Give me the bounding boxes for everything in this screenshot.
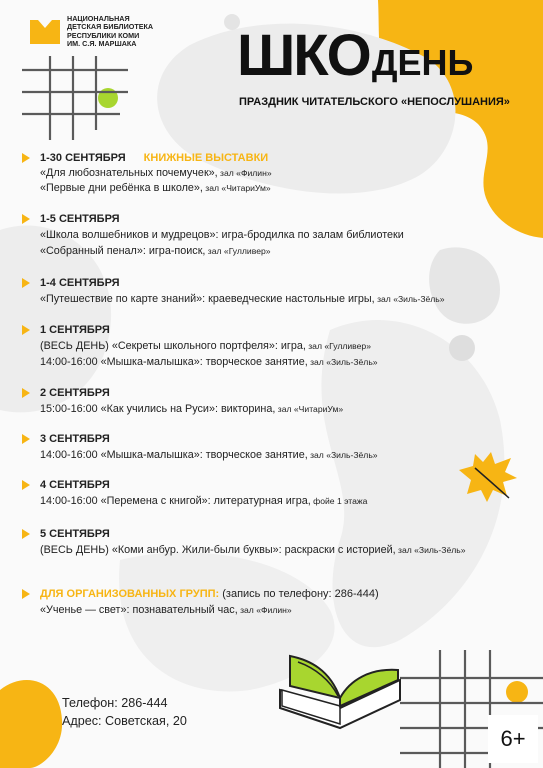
event-line: 15:00-16:00 «Как учились на Руси»: викторина, зал «ЧитариУм»: [40, 403, 344, 415]
event-line: «Школа волшебников и мудрецов»: игра-бродилка по залам библиотеки: [40, 229, 404, 241]
event-hall: зал «ЧитариУм»: [202, 183, 271, 193]
event-line: (ВЕСЬ ДЕНЬ) «Коми анбур. Жили-были буквы»: раскраски с историей, зал «Зиль-Зёль»: [40, 544, 466, 556]
event-hall: зал «Зиль-Зёль»: [374, 294, 445, 304]
event-hall: зал «Филин»: [217, 168, 272, 178]
event-date: 5 СЕНТЯБРЯ: [40, 528, 110, 540]
event-line: (ВЕСЬ ДЕНЬ) «Секреты школьного портфеля»: игра, зал «Гулливер»: [40, 340, 371, 352]
title-small: ДЕНЬ: [371, 42, 474, 83]
bullet-triangle-icon: [22, 589, 30, 599]
bullet-triangle-icon: [22, 214, 30, 224]
event-hall: зал «Зиль-Зёль»: [307, 357, 378, 367]
event-hall: зал «Гулливер»: [305, 341, 371, 351]
event-line: «Для любознательных почемучек», зал «Филин»: [40, 167, 272, 179]
bullet-triangle-icon: [22, 480, 30, 490]
event-line: «Собранный пенал»: игра-поиск, зал «Гулливер»: [40, 245, 271, 257]
event-hall: зал «Зиль-Зёль»: [307, 450, 378, 460]
phone: Телефон: 286-444: [62, 696, 168, 710]
bullet-triangle-icon: [22, 434, 30, 444]
event-date: 3 СЕНТЯБРЯ: [40, 433, 110, 445]
event-hall: зал «Филин»: [237, 605, 292, 615]
bullet-triangle-icon: [22, 388, 30, 398]
library-logo-icon: [30, 20, 60, 44]
bullet-triangle-icon: [22, 153, 30, 163]
library-name-line: ИМ. С.Я. МАРШАКА: [67, 39, 137, 49]
contacts: [62, 694, 187, 730]
bullet-triangle-icon: [22, 529, 30, 539]
open-book-icon: [270, 650, 410, 730]
library-name-line: РЕСПУБЛИКИ КОМИ: [67, 30, 140, 40]
event-date: 2 СЕНТЯБРЯ: [40, 387, 110, 399]
page-title: [237, 23, 537, 98]
library-name-line: ДЕТСКАЯ БИБЛИОТЕКА: [67, 22, 154, 32]
event-date: 1 СЕНТЯБРЯ: [40, 324, 110, 336]
library-name-line: НАЦИОНАЛЬНАЯ: [67, 14, 130, 23]
page-subtitle: ПРАЗДНИК ЧИТАТЕЛЬСКОГО «НЕПОСЛУШАНИЯ»: [239, 96, 510, 108]
bullet-triangle-icon: [22, 278, 30, 288]
event-line: «Первые дни ребёнка в школе», зал «ЧитариУм»: [40, 182, 271, 194]
event-date: 1-30 СЕНТЯБРЯ КНИЖНЫЕ ВЫСТАВКИ: [40, 152, 269, 164]
maple-leaf-icon: [455, 450, 520, 505]
event-line: 14:00-16:00 «Перемена с книгой»: литературная игра, фойе 1 этажа: [40, 495, 368, 507]
event-line: 14:00-16:00 «Мышка-малышка»: творческое занятие, зал «Зиль-Зёль»: [40, 449, 378, 461]
event-line: «Ученье — свет»: познавательный час, зал «Филин»: [40, 604, 292, 616]
event-tag: КНИЖНЫЕ ВЫСТАВКИ: [143, 152, 269, 164]
bullet-triangle-icon: [22, 325, 30, 335]
event-note: (запись по телефону: 286-444): [219, 588, 379, 600]
event-hall: фойе 1 этажа: [310, 496, 368, 506]
event-date: 1-5 СЕНТЯБРЯ: [40, 213, 120, 225]
event-date: 1-4 СЕНТЯБРЯ: [40, 277, 120, 289]
title-big: ШКО: [237, 23, 370, 88]
event-date: 4 СЕНТЯБРЯ: [40, 479, 110, 491]
event-hall: зал «Гулливер»: [205, 246, 271, 256]
event-line: «Путешествие по карте знаний»: краеведческие настольные игры, зал «Зиль-Зёль»: [40, 293, 445, 305]
library-name: [67, 15, 153, 49]
event-date: ДЛЯ ОРГАНИЗОВАННЫХ ГРУПП: (запись по телефону: 286-444): [40, 588, 379, 600]
event-line: 14:00-16:00 «Мышка-малышка»: творческое занятие, зал «Зиль-Зёль»: [40, 356, 378, 368]
age-rating-badge: 6+: [488, 715, 538, 763]
event-hall: зал «Зиль-Зёль»: [395, 545, 466, 555]
address: Адрес: Советская, 20: [62, 714, 187, 728]
event-hall: зал «ЧитариУм»: [275, 404, 344, 414]
